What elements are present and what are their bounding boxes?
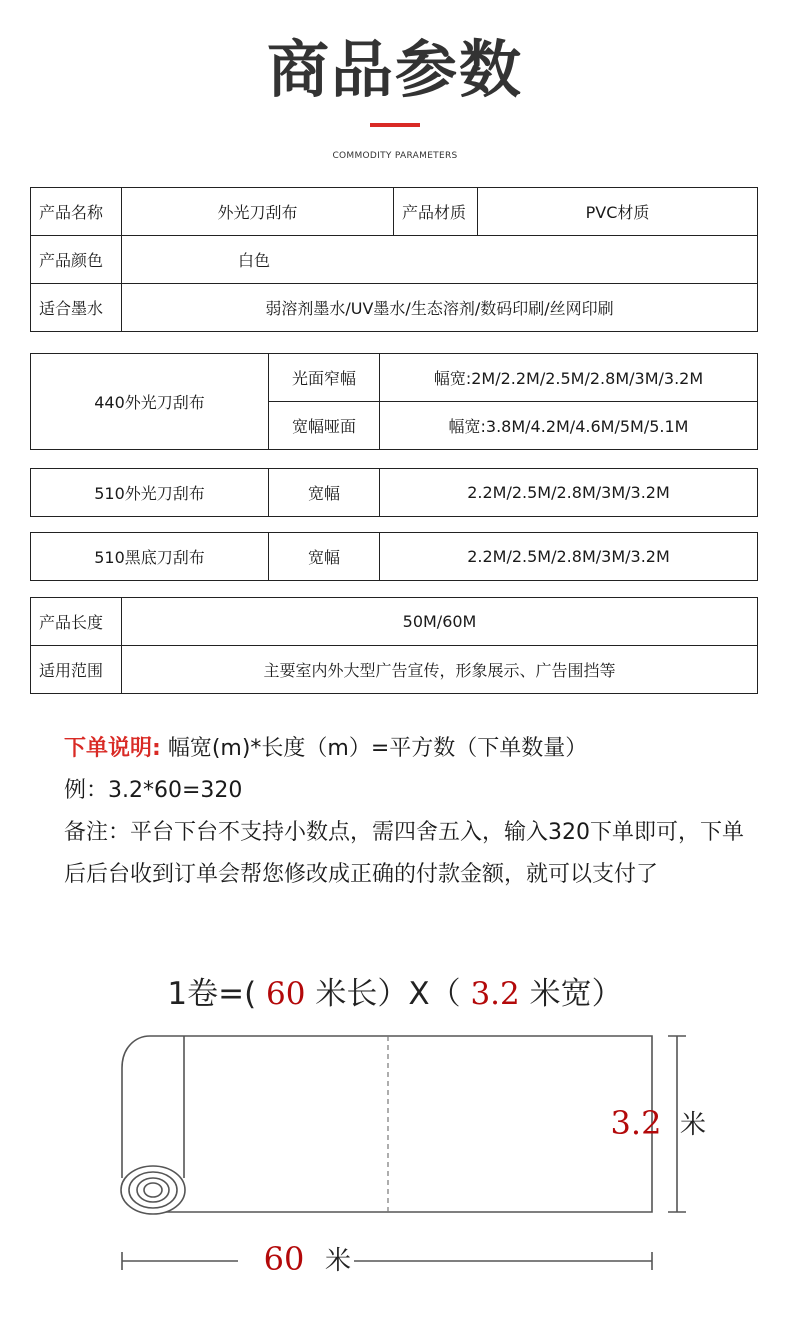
length-dimension: [122, 1252, 652, 1270]
product-440: 440外光刀刮布: [31, 354, 269, 450]
width-table-510-black: [30, 532, 758, 581]
table-row: [31, 236, 758, 284]
roll-prefix: 1卷=(: [167, 976, 257, 1012]
scope-label: 适用范围: [31, 646, 122, 694]
order-formula: 幅宽(m)*长度（m）=平方数（下单数量）: [167, 736, 588, 761]
table-row: [31, 354, 758, 402]
order-notes: [64, 728, 764, 896]
product-info-table: [30, 187, 758, 332]
table-row: [31, 469, 758, 517]
material-label: 产品材质: [394, 188, 478, 236]
page-title: 商品参数: [266, 33, 523, 106]
type-cell: 宽幅: [269, 533, 380, 581]
table-row: [31, 646, 758, 694]
color-value: 白色: [122, 236, 758, 284]
roll-length-value: 60: [266, 976, 306, 1012]
length-scope-table: [30, 597, 758, 694]
roll-length-suffix: 米长）X（: [315, 976, 461, 1012]
height-unit-label: 米: [679, 1110, 707, 1140]
width-cell: 2.2M/2.5M/2.8M/3M/3.2M: [380, 469, 758, 517]
width-table-510-white: [30, 468, 758, 517]
name-value: 外光刀刮布: [122, 188, 394, 236]
ink-value: 弱溶剂墨水/UV墨水/生态溶剂/数码印刷/丝网印刷: [122, 284, 758, 332]
order-remark: 备注：平台下台不支持小数点，需四舍五入，输入320下单即可，下单后后台收到订单会帮您修改成正确的付款金额，就可以支付了: [64, 820, 744, 887]
product-510-black: 510黑底刀刮布: [31, 533, 269, 581]
length-label: 产品长度: [31, 598, 122, 646]
width-cell: 2.2M/2.5M/2.8M/3M/3.2M: [380, 533, 758, 581]
width-cell: 幅宽:2M/2.2M/2.5M/2.8M/3M/3.2M: [380, 354, 758, 402]
table-row: [31, 598, 758, 646]
type-cell: 宽幅哑面: [269, 402, 380, 450]
order-example: 例：3.2*60=320: [64, 778, 243, 803]
roll-caption: [0, 968, 790, 1013]
width-cell: 幅宽:3.8M/4.2M/4.6M/5M/5.1M: [380, 402, 758, 450]
table-row: [31, 533, 758, 581]
table-row: [31, 284, 758, 332]
roll-width-suffix: 米宽）: [529, 976, 623, 1012]
order-label: 下单说明:: [64, 736, 161, 761]
type-cell: 光面窄幅: [269, 354, 380, 402]
color-label: 产品颜色: [31, 236, 122, 284]
sheet-outline: [122, 1036, 652, 1212]
length-value: 50M/60M: [122, 598, 758, 646]
table-row: [31, 188, 758, 236]
length-value-label: 60: [263, 1240, 305, 1278]
roll-width-value: 3.2: [470, 976, 520, 1012]
product-510-white: 510外光刀刮布: [31, 469, 269, 517]
height-value-label: 3.2: [610, 1104, 662, 1142]
scope-value: 主要室内外大型广告宣传，形象展示、广告围挡等: [122, 646, 758, 694]
ink-label: 适合墨水: [31, 284, 122, 332]
width-table-440: [30, 353, 758, 450]
order-instruction: [64, 728, 764, 770]
type-cell: 宽幅: [269, 469, 380, 517]
name-label: 产品名称: [31, 188, 122, 236]
title-accent-bar: [370, 123, 420, 127]
material-value: PVC材质: [478, 188, 758, 236]
roll-diagram: [0, 1020, 790, 1300]
length-unit-label: 米: [324, 1246, 352, 1276]
roll-end: [121, 1166, 185, 1214]
page-subtitle: COMMODITY PARAMETERS: [332, 151, 458, 161]
